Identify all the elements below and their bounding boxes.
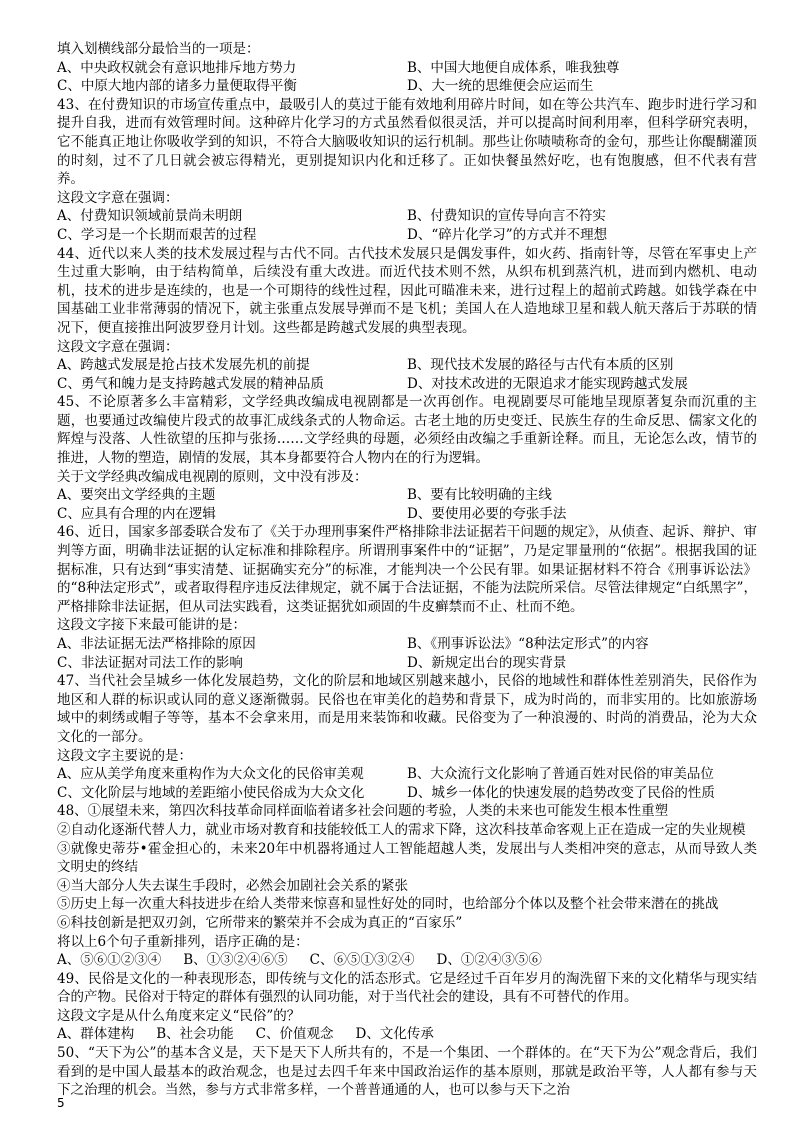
q47-stem: 这段文字主要说的是： — [57, 747, 192, 764]
question-page — [57, 40, 757, 1100]
option-b: B、付费知识的宣传导向言不符实 — [407, 208, 606, 225]
q48-sentence-1: 48、①展望未来，第四次科技革命同样面临着诸多社会问题的考验，人类的未来也可能发生根本性重塑 — [57, 803, 669, 820]
option-a: A、⑤⑥①②③④ — [57, 952, 162, 969]
option-b: B、大众流行文化影响了普通百姓对民俗的审美品位 — [407, 766, 714, 783]
q48-sentence-6: ⑥科技创新是把双刃剑，它所带来的繁荣并不会成为真正的“百家乐” — [57, 914, 463, 931]
q43-options — [57, 207, 757, 244]
option-d: D、“碎片化学习”的方式并不理想 — [407, 226, 608, 243]
q44-passage: 44、近代以来人类的技术发展过程与古代不同。古代技术发展只是偶发事件，如火药、指南针等，尽管在军事史上产生过重大影响，由于结构简单，后续没有重大改进。而近代技术则不然，从织布机到蒸汽机，进而到内燃机、电动机，技术的进步是连续的，也是一个可期待的线性过程，因此可瞄准未来，进行过程上的超前式跨越。如钱学森在中国基础工业非常薄弱的情况下，就主张重点发展导弹而不是飞机；美国人在人造地球卫星和载人航天落后于苏联的情况下，便直接推出阿波罗登月计划。这些都是跨越式发展的典型表现。 — [57, 245, 757, 336]
q49-options — [57, 1025, 757, 1044]
q48-sentence-3: ③就像史蒂芬•霍金担心的，未来20年中机器将通过人工智能超越人类，发展出与人类相冲突的意志，从而导致人类文明史的终结 — [57, 840, 757, 876]
q48-sentence-5: ⑤历史上每一次重大科技进步在给人类带来惊喜和显性好处的同时，也给部分个体以及整个社会带来潜在的挑战 — [57, 896, 719, 913]
option-b: B、社会功能 — [156, 1026, 234, 1043]
q43-passage: 43、在付费知识的市场宣传重点中，最吸引人的莫过于能有效地利用碎片时间，如在等公共汽车、跑步时进行学习和提升自我，进而有效管理时间。这种碎片化学习的方式虽然看似很灵活，并可以提高时间利用率，但科学研究表明，它不能真正地让你吸收学到的知识，不符合大脑吸收知识的运行机制。那些让你啧啧称奇的金句，那些让你醍醐灌顶的时刻，过不了几日就会被忘得精光，更别提知识内化和迁移了。正如快餐虽然好吃，也有饱腹感，但不代表有营养。 — [57, 96, 757, 188]
option-a: A、中央政权就会有意识地排斥地方势力 — [57, 59, 297, 76]
q46-passage: 46、近日，国家多部委联合发布了《关于办理刑事案件严格排除非法证据若干问题的规定》，从侦查、起诉、辩护、审判等方面，明确非法证据的认定标准和排除程序。所谓刑事案件中的“证据”，乃是定罪量刑的“依据”。根据我国的证据标准，只有达到“事实清楚、证据确实充分”的标准，才能判决一个公民有罪。如果证据材料不符合《刑事诉讼法》的“8种法定形式”，或者取得程序违反法律规定，就不属于合法证据，不能为法院所采信。尽管法律规定“白纸黑字”，严格排除非法证据，但从司法实践看，这类证据犹如顽固的牛皮癣禁而不止、杜而不绝。 — [57, 524, 757, 615]
page-number: 5 — [57, 1096, 65, 1110]
option-d: D、大一统的思维便会应运而生 — [407, 78, 594, 95]
q48-sentence-2: ②自动化逐渐代替人力，就业市场对教育和技能较低工人的需求下降，这次科技革命客观上正在造成一定的失业规模 — [57, 821, 746, 838]
option-a: A、群体建构 — [57, 1026, 135, 1043]
intro-stem: 填入划横线部分最恰当的一项是： — [57, 41, 260, 57]
q48-sentence-4: ④当大部分人失去谋生手段时，必然会加剧社会关系的紧张 — [57, 877, 408, 894]
q43-stem: 这段文字意在强调： — [57, 189, 179, 206]
option-d: D、城乡一体化的快速发展的趋势改变了民俗的性质 — [407, 784, 715, 801]
option-c: C、中原大地内部的诸多力量便取得平衡 — [57, 78, 297, 95]
option-d: D、新规定出台的现实背景 — [407, 654, 567, 671]
option-b: B、现代技术发展的路径与古代有本质的区别 — [407, 357, 674, 374]
option-a: A、应从美学角度来重构作为大众文化的民俗审美观 — [57, 766, 364, 783]
option-d: D、对技术改进的无限追求才能实现跨越式发展 — [407, 375, 688, 392]
q47-options — [57, 765, 757, 802]
option-b: B、①③②④⑥⑤ — [183, 952, 288, 969]
q44-stem: 这段文字意在强调： — [57, 338, 179, 355]
q48-stem: 将以上6个句子重新排列，语序正确的是： — [57, 933, 309, 950]
option-a: A、要突出文学经典的主题 — [57, 487, 216, 504]
q48-options — [57, 951, 757, 970]
q46-stem: 这段文字接下来最可能讲的是： — [57, 617, 246, 634]
option-c: C、文化阶层与地域的差距缩小使民俗成为大众文化 — [57, 784, 365, 801]
q49-passage: 49、民俗是文化的一种表现形态，即传统与文化的活态形式。它是经过千百年岁月的淘洗留下来的文化精华与现实结合的产物。民俗对于特定的群体有强烈的认同功能，对于当代社会的建设，具有不可替代的作用。 — [57, 970, 757, 1006]
q45-passage: 45、不论原著多么丰富精彩，文学经典改编成电视剧都是一次再创作。电视剧要尽可能地呈现原著复杂而沉重的主题，也要通过改编使片段式的故事汇成线条式的人物命运。古老土地的历史变迁、民族生存的生命反思、儒家文化的辉煌与没落、人性欲望的压抑与张扬……文学经典的母题，必须经由改编之手重新诠释。而且，无论怎么改，情节的推进，人物的塑造，剧情的发展，其本身都要符合人物内在的行为逻辑。 — [57, 394, 757, 467]
option-d: D、①②④③⑤⑥ — [436, 952, 542, 969]
option-d: D、文化传承 — [355, 1026, 434, 1043]
q45-options — [57, 486, 757, 523]
option-b: B、中国大地便自成体系，唯我独尊 — [407, 59, 620, 76]
option-c: C、⑥⑤①③②④ — [309, 952, 415, 969]
q47-passage: 47、当代社会呈城乡一体化发展趋势，文化的阶层和地域区别越来越小，民俗的地域性和群体性差别消失，民俗作为地区和人群的标识或认同的意义逐渐微弱。民俗也在审美化的趋势和背景下，成为时尚的，而非实用的。比如旅游场域中的刺绣或帽子等等，基本不会拿来用，而是用来装饰和收藏。民俗变为了一种浪漫的、时尚的消费品，沦为大众文化的一部分。 — [57, 673, 757, 745]
option-a: A、非法证据无法严格排除的原因 — [57, 636, 256, 652]
option-b: B、《刑事诉讼法》“8种法定形式”的内容 — [407, 636, 649, 652]
q46-options — [57, 635, 757, 672]
option-b: B、要有比较明确的主线 — [407, 487, 552, 504]
option-d: D、要使用必要的夸张手法 — [407, 505, 567, 522]
q50-passage: 50、“天下为公”的基本含义是，天下是天下人所共有的，不是一个集团、一个群体的。在“天下为公”观念背后，我们看到的是中国人最基本的政治观念，也是过去四千年来中国政治运作的基本原则，那就是政治平等，人人都有参与天下之治理的机会。当然，参与方式非常多样，一个普普通通的人，也可以参与天下之治 — [57, 1045, 757, 1099]
option-c: C、勇气和魄力是支持跨越式发展的精神品质 — [57, 375, 324, 392]
intro-options — [57, 59, 757, 96]
option-c: C、应具有合理的内在逻辑 — [57, 505, 216, 522]
option-a: A、付费知识领域前景尚未明朗 — [57, 208, 243, 225]
q45-stem: 关于文学经典改编成电视剧的原则，文中没有涉及： — [57, 468, 368, 485]
option-c: C、价值观念 — [255, 1026, 334, 1043]
q49-stem: 这段文字是从什么角度来定义“民俗”的？ — [57, 1007, 301, 1024]
option-c: C、学习是一个长期而艰苦的过程 — [57, 226, 257, 243]
option-c: C、非法证据对司法工作的影响 — [57, 654, 243, 671]
option-a: A、跨越式发展是抢占技术发展先机的前提 — [57, 357, 310, 374]
q44-options — [57, 356, 757, 393]
